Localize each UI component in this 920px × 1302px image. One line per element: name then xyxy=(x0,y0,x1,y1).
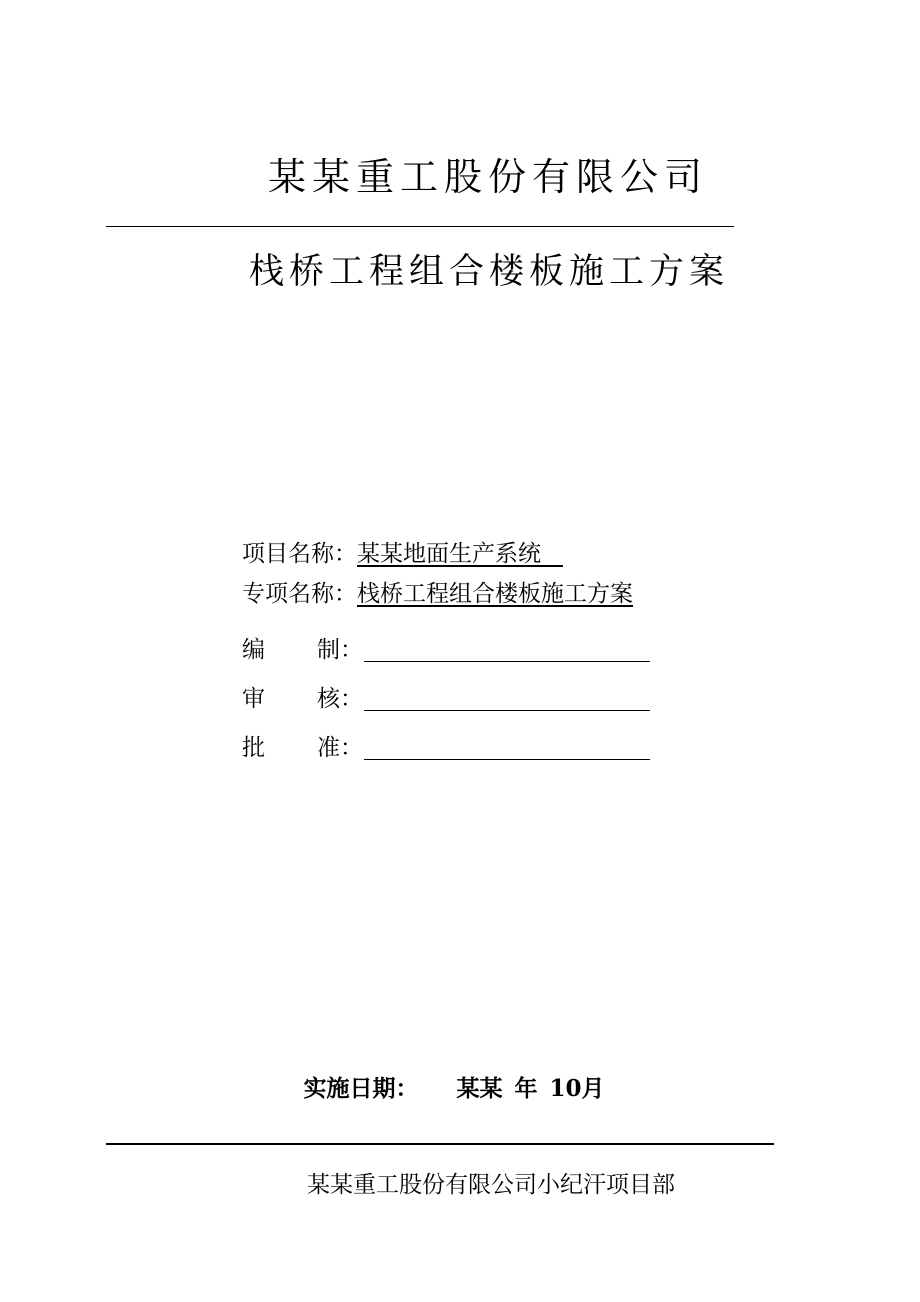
special-name-row xyxy=(242,578,633,610)
reviewer-label-char2: 核： xyxy=(317,686,363,712)
approver-row xyxy=(242,732,363,764)
implementation-date xyxy=(0,1070,908,1103)
footer-organization: 某某重工股份有限公司小纪汗项目部 xyxy=(307,1172,675,1198)
compiler-signature-line[interactable] xyxy=(364,661,650,662)
header-divider xyxy=(106,226,734,227)
approver-signature-line[interactable] xyxy=(364,759,650,760)
footer-divider xyxy=(106,1143,774,1145)
reviewer-signature-line[interactable] xyxy=(364,710,650,711)
reviewer-label-char1: 审 xyxy=(242,686,265,712)
company-title: 某某重工股份有限公司 xyxy=(267,155,708,199)
compiler-label-char2: 制： xyxy=(317,637,363,663)
date-year-unit: 年 xyxy=(514,1075,538,1102)
date-month: 10 xyxy=(549,1075,582,1102)
special-name-label: 专项名称： xyxy=(242,581,357,607)
approver-label-char2: 准： xyxy=(317,735,363,761)
project-name-row xyxy=(242,538,563,570)
compiler-row xyxy=(242,634,363,666)
document-title: 栈桥工程组合楼板施工方案 xyxy=(248,252,729,292)
date-year: 某某 xyxy=(456,1075,503,1102)
reviewer-row xyxy=(242,683,363,715)
project-name-value: 某某地面生产系统 xyxy=(357,541,541,567)
approver-label-char1: 批 xyxy=(242,735,265,761)
special-name-value: 栈桥工程组合楼板施工方案 xyxy=(357,581,633,607)
date-month-unit: 月 xyxy=(581,1075,605,1102)
date-label: 实施日期： xyxy=(303,1075,419,1102)
compiler-label-char1: 编 xyxy=(242,637,265,663)
project-name-label: 项目名称： xyxy=(242,541,357,567)
